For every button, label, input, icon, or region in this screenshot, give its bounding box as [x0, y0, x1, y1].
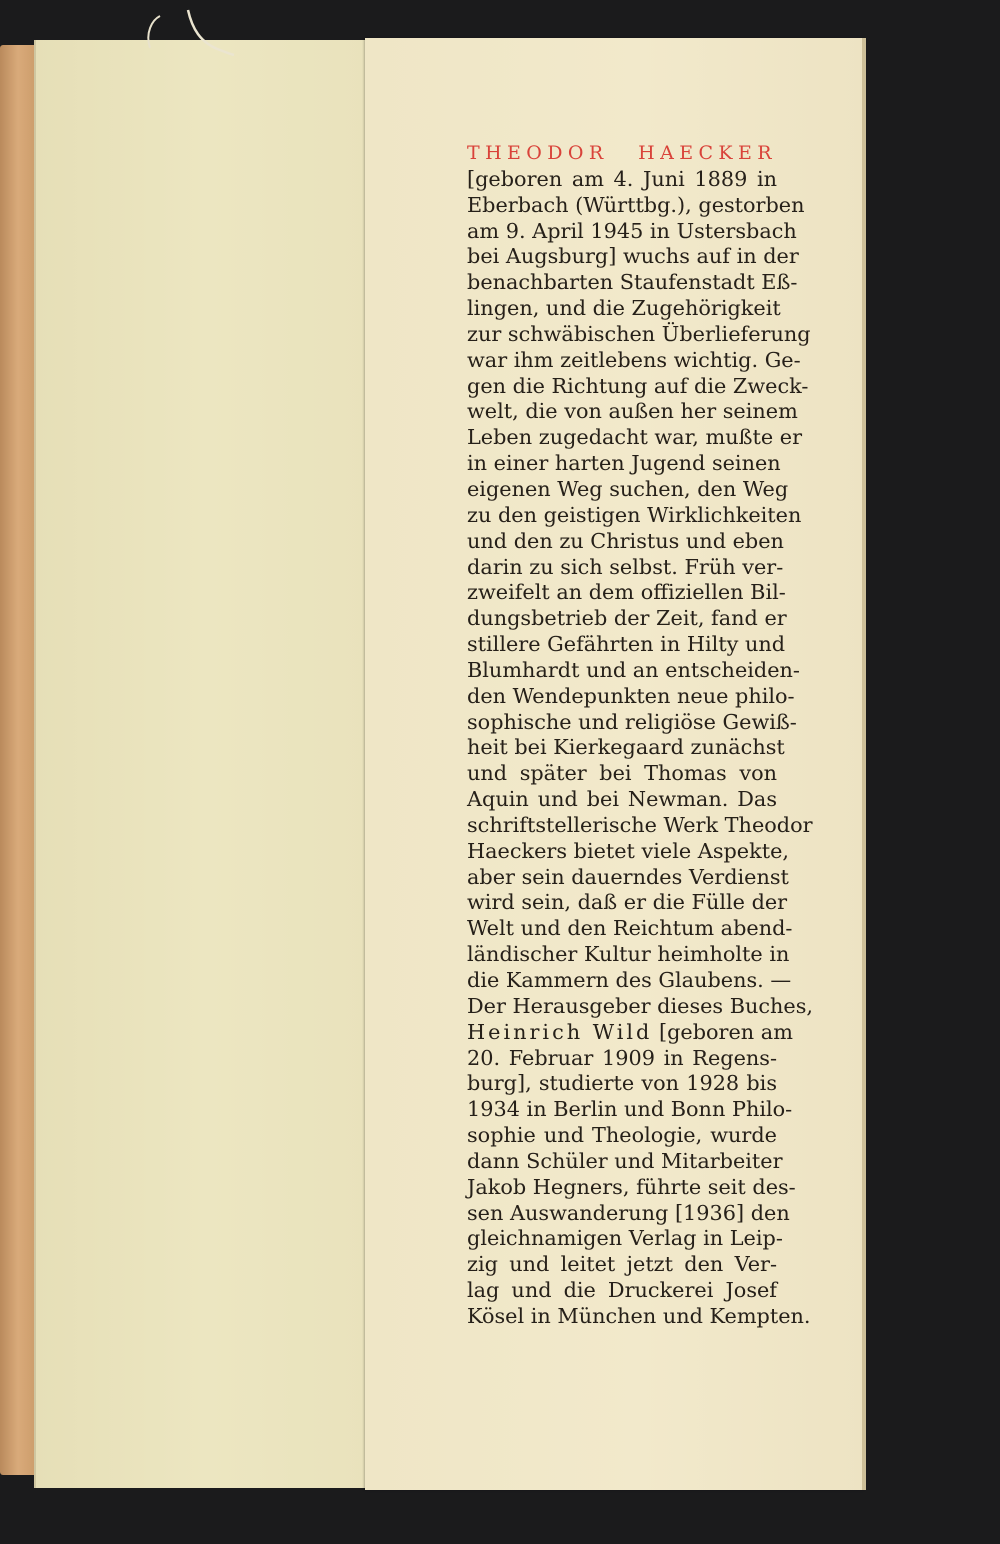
editor-intro-line [467, 1019, 793, 1046]
text-line: 1934 in Berlin und Bonn Philo- [467, 1097, 793, 1122]
text-line: zweifelt an dem offiziellen Bil- [467, 580, 786, 605]
text-line: wird sein, daß er die Fülle der [467, 890, 788, 915]
author-heading: THEODOR HAECKER [467, 142, 777, 164]
text-line: [geboren am 4. Juni 1889 in [467, 166, 777, 191]
text-line: lingen, und die Zugehörigkeit [467, 296, 781, 321]
text-line: sen Auswanderung [1936] den [467, 1200, 790, 1225]
text-line: in einer harten Jugend seinen [467, 451, 781, 476]
biography-text [467, 141, 814, 1330]
text-line: aber sein dauerndes Verdienst [467, 864, 789, 889]
text-line: gleichnamigen Verlag in Leip- [467, 1226, 783, 1251]
text-line: gen die Richtung auf die Zweck- [467, 373, 809, 398]
text-line: 20. Februar 1909 in Regens- [467, 1045, 777, 1070]
text-line: stillere Gefährten in Hilty und [467, 632, 786, 657]
text-line: sophische und religiöse Gewiß- [467, 709, 797, 734]
text-line: den Wendepunkten neue philo- [467, 683, 795, 708]
text-line: und später bei Thomas von [467, 761, 777, 786]
text-line: ländischer Kultur heimholte in [467, 942, 790, 967]
text-line: Leben zugedacht war, mußte er [467, 425, 803, 450]
text-line: war ihm zeitlebens wichtig. Ge- [467, 347, 801, 372]
text-line: benachbarten Staufenstadt Eß- [467, 270, 798, 295]
text-line: Blumhardt und an entscheiden- [467, 657, 800, 682]
text-line: zur schwäbischen Überlieferung [467, 321, 811, 346]
text-line: zig und leitet jetzt den Ver- [467, 1252, 777, 1277]
flap-edge [862, 38, 866, 1490]
text-line: bei Augsburg] wuchs auf in der [467, 244, 799, 269]
text-line: dann Schüler und Mitarbeiter [467, 1148, 783, 1173]
text-line: Der Herausgeber dieses Buches, [467, 993, 814, 1018]
text-line: zu den geistigen Wirklichkeiten [467, 502, 802, 527]
text-line: Welt und den Reichtum abend- [467, 916, 793, 941]
biography-paragraph [467, 166, 814, 1020]
editor-name: Heinrich Wild [467, 1019, 653, 1044]
editor-line-rest: [geboren am [652, 1019, 793, 1044]
text-line: burg], studierte von 1928 bis [467, 1071, 777, 1096]
text-line: Jakob Hegners, führte seit des- [467, 1174, 796, 1199]
text-line: die Kammern des Glaubens. — [467, 968, 792, 992]
text-line: sophie und Theologie, wurde [467, 1123, 777, 1148]
text-line: lag und die Druckerei Josef [467, 1278, 777, 1303]
text-line: schriftstellerische Werk Theodor [467, 812, 813, 837]
text-line: Kösel in München und Kempten. [467, 1303, 811, 1328]
left-page [34, 40, 376, 1488]
text-line: Aquin und bei Newman. Das [467, 787, 777, 812]
text-line: eigenen Weg suchen, den Weg [467, 476, 789, 501]
text-line: Haeckers bietet viele Aspekte, [467, 838, 789, 863]
editor-paragraph [467, 1045, 811, 1330]
text-line: am 9. April 1945 in Ustersbach [467, 218, 797, 243]
text-line: und den zu Christus und eben [467, 528, 784, 553]
text-line: dungsbetrieb der Zeit, fand er [467, 606, 787, 631]
text-line: heit bei Kierkegaard zunächst [467, 735, 785, 760]
text-line: darin zu sich selbst. Früh ver- [467, 554, 784, 579]
torn-thread-decoration [130, 8, 240, 56]
text-line: Eberbach (Württbg.), gestorben [467, 192, 805, 217]
text-line: welt, die von außen her seinem [467, 399, 798, 424]
